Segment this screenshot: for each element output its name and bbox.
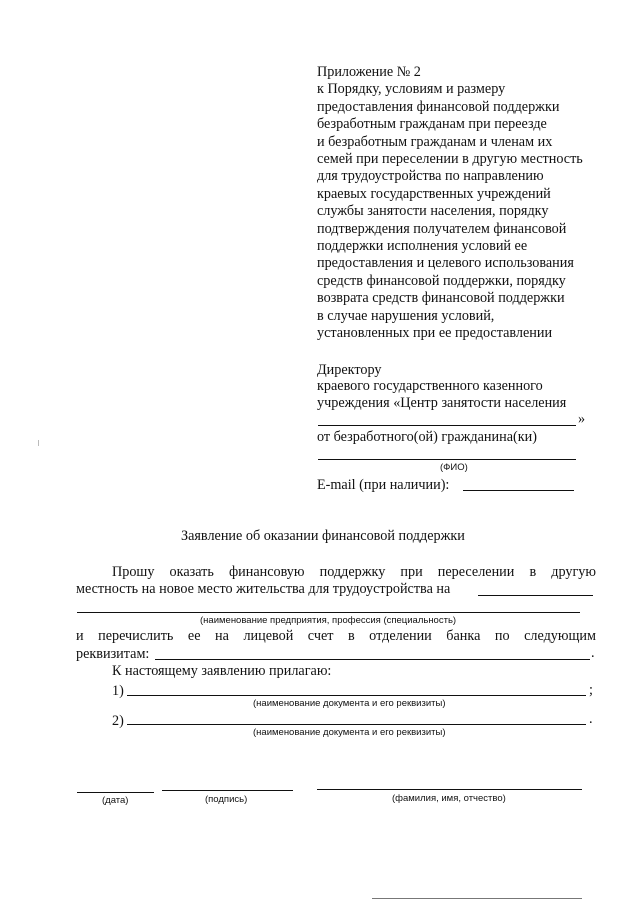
scan-speck [38,440,39,446]
item2-caption: (наименование документа и его реквизиты) [253,727,446,738]
fio-line[interactable] [318,459,576,460]
annex-line: семей при переселении в другую местность [317,151,583,168]
annex-line: службы занятости населения, порядку [317,203,549,220]
item2-line[interactable] [127,724,586,725]
employer-line-end[interactable] [478,595,593,596]
annex-line: возврата средств финансовой поддержки [317,290,565,307]
attach-intro: К настоящему заявлению прилагаю: [112,663,332,679]
para2-line1: и перечислить ее на лицевой счет в отделении банка по следующим [76,628,596,644]
fio-caption: (ФИО) [440,462,468,473]
addressee-to: Директору [317,362,382,378]
from-label: от безработного(ой) гражданина(ки) [317,429,537,445]
item1-caption: (наименование документа и его реквизиты) [253,698,446,709]
annex-line: установленных при ее предоставлении [317,325,553,342]
item1-number: 1) [112,683,124,699]
addressee-org-line1: краевого государственного казенного [317,378,543,394]
signature-caption: (подпись) [205,794,248,805]
email-line[interactable] [463,490,574,491]
annex-line: поддержки исполнения условий ее [317,238,528,255]
para2-end: . [591,645,595,661]
addressee-org-line2: учреждения «Центр занятости населения [317,395,567,411]
org-name-line[interactable] [318,425,576,426]
annex-line: к Порядку, условиям и размеру [317,81,506,98]
item2-number: 2) [112,713,124,729]
annex-line: безработным гражданам при переезде [317,116,547,133]
annex-line: краевых государственных учреждений [317,185,551,202]
employer-caption: (наименование предприятия, профессия (специальность) [200,615,457,626]
annex-line: Приложение № 2 [317,64,421,80]
annex-line: предоставления и целевого использования [317,255,574,272]
full-name-line[interactable] [317,789,582,790]
annex-line: подтверждения получателем финансовой [317,220,567,237]
annex-line: предоставления финансовой поддержки [317,98,560,115]
email-label: E-mail (при наличии): [317,477,450,493]
para2-line2: реквизитам: [76,646,150,662]
para1-line2: местность на новое место жительства для трудоустройства на [76,581,451,597]
annex-line: и безработным гражданам и членам их [317,133,553,150]
date-line[interactable] [77,792,154,793]
annex-line: для трудоустройства по направлению [317,168,544,185]
scan-edge-line [372,898,582,899]
item1-end: ; [589,682,593,698]
annex-header [317,64,607,343]
date-caption: (дата) [102,795,129,806]
annex-line: средств финансовой поддержки, порядку [317,272,566,289]
org-close-quote: » [578,411,586,427]
para1-line1: Прошу оказать финансовую поддержку при переселении в другую [112,564,596,580]
signature-line[interactable] [162,790,293,791]
document-title: Заявление об оказании финансовой поддержки [181,528,465,544]
full-name-caption: (фамилия, имя, отчество) [392,793,506,804]
bank-details-line[interactable] [155,659,590,660]
annex-line: в случае нарушения условий, [317,307,495,324]
item2-end: . [589,711,593,727]
item1-line[interactable] [127,695,586,696]
employer-line[interactable] [77,612,580,613]
